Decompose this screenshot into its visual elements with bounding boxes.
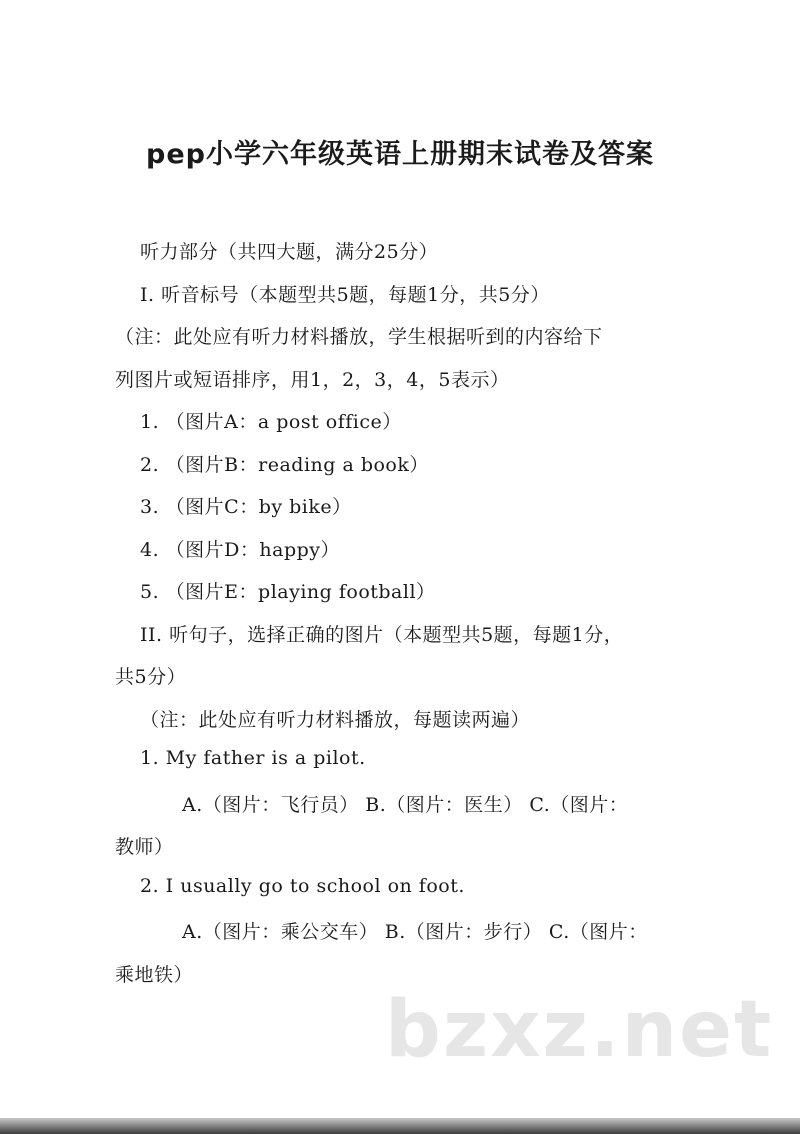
- answer-options-cont: 教师）: [115, 836, 174, 858]
- list-item: 3. （图片C：by bike）: [140, 496, 352, 518]
- list-item: 5. （图片E：playing football）: [140, 581, 436, 603]
- list-item: 4. （图片D：happy）: [140, 539, 341, 561]
- part-two-heading-cont: 共5分）: [115, 666, 187, 688]
- list-item: 2. （图片B：reading a book）: [140, 454, 429, 476]
- part-two-heading: II. 听句子，选择正确的图片（本题型共5题，每题1分，: [140, 624, 624, 646]
- watermark: bzxz.net: [385, 985, 774, 1075]
- part-two-note: （注：此处应有听力材料播放，每题读两遍）: [140, 709, 531, 731]
- part-one-note-cont: 列图片或短语排序，用1，2，3，4，5表示）: [115, 369, 510, 391]
- question-text: 2. I usually go to school on foot.: [140, 875, 465, 897]
- bottom-bar: [0, 1118, 800, 1134]
- list-item: 1. （图片A：a post office）: [140, 411, 402, 433]
- answer-options: A.（图片：飞行员） B.（图片：医生） C.（图片：: [182, 794, 629, 816]
- part-one-heading: I. 听音标号（本题型共5题，每题1分，共5分）: [140, 284, 550, 306]
- page-title: pep小学六年级英语上册期末试卷及答案: [146, 139, 654, 170]
- question-text: 1. My father is a pilot.: [140, 747, 366, 769]
- part-one-note: （注：此处应有听力材料播放，学生根据听到的内容给下: [115, 326, 603, 348]
- answer-options-cont: 乘地铁）: [115, 964, 194, 986]
- answer-options: A.（图片：乘公交车） B.（图片：步行） C.（图片：: [182, 921, 648, 943]
- section-heading: 听力部分（共四大题，满分25分）: [140, 241, 439, 263]
